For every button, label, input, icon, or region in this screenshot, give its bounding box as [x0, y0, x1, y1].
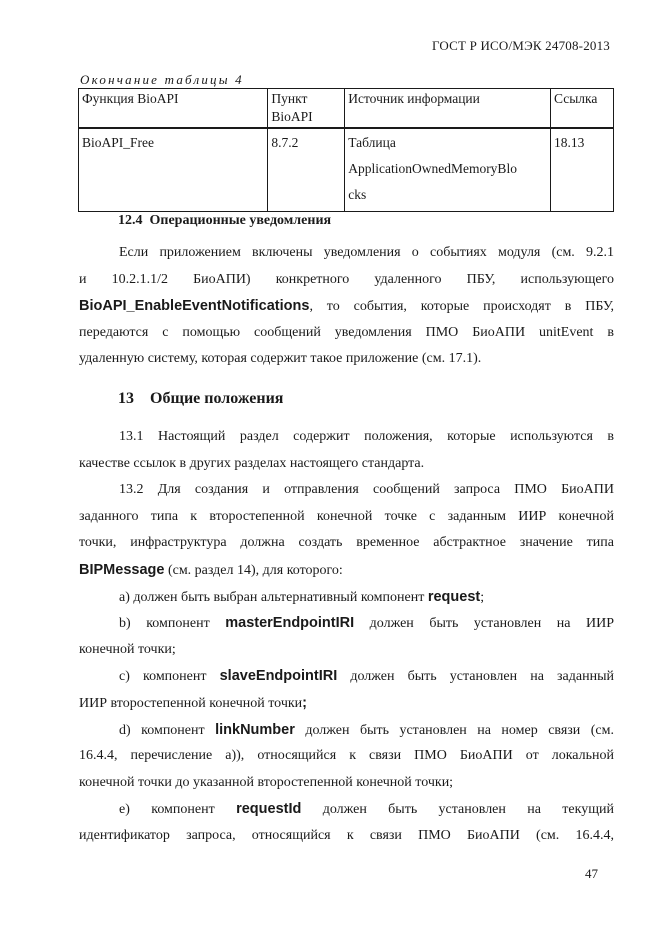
list-text: должен быть установлен на текущий [301, 802, 614, 818]
list-text: с) компонент [119, 669, 220, 685]
section-13-heading [118, 390, 283, 408]
list-text: b) компонент [119, 616, 226, 632]
para-text: (см. раздел 14), для которого: [164, 562, 343, 578]
list-item-a [79, 584, 614, 611]
table-row [79, 128, 614, 212]
para-line: удаленную систему, которая содержит такое приложение (см. 17.1). [79, 351, 482, 367]
cell-source-l1: Таблица [348, 135, 396, 150]
para-line: заданного типа к второстепенной конечной точке с заданным ИИР конечной [79, 508, 614, 524]
document-header: ГОСТ Р ИСО/МЭК 24708-2013 [431, 38, 610, 53]
para-line: и 10.2.1.1/2 БиоАПИ) конкретного удаленного ПБУ, использующего [79, 271, 614, 287]
para-line: идентификатор запроса, относящийся к связи ПМО БиоАПИ (см. 16.4.4, [79, 827, 614, 843]
header-source: Источник информации [345, 89, 551, 129]
para-line: качестве ссылок в других разделах настоящего стандарта. [79, 455, 425, 471]
section-12-4-paragraph [79, 240, 614, 373]
section-13-number: 13 [118, 390, 134, 407]
cell-ref: 18.13 [551, 128, 614, 212]
para-line [79, 690, 614, 717]
header-function: Функция BioAPI [79, 89, 268, 129]
page-number: 47 [585, 866, 598, 881]
table-caption: Окончание таблицы 4 [80, 72, 244, 87]
list-item-b [79, 610, 614, 637]
cell-source-l3: cks [348, 187, 367, 202]
para-line: 13.2 Для создания и отправления сообщений запроса ПМО БиоАПИ [119, 482, 614, 498]
header-clause-line1: Пункт [271, 91, 308, 106]
cell-source [345, 128, 551, 212]
list-text: d) компонент [119, 722, 216, 738]
section-13-title: Общие положения [150, 390, 284, 407]
code-bipmessage: BIPMessage [79, 561, 165, 578]
list-text: ; [480, 589, 485, 605]
para-text: , то события, которые происходят в ПБУ, [309, 299, 614, 315]
para-line: конечной точки; [79, 641, 176, 657]
cell-source-l2: ApplicationOwnedMemoryBlo [348, 161, 517, 176]
para-line [79, 293, 614, 320]
list-text: е) компонент [119, 802, 237, 818]
list-text: должен быть установлен на ИИР [354, 616, 614, 632]
list-text: должен быть установлен на номер связи (см. [294, 722, 614, 738]
code-slave-endpoint-iri: slaveEndpointIRI [219, 668, 338, 685]
code-request: request [427, 588, 481, 605]
section-12-4-title: Операционные уведомления [149, 213, 332, 228]
list-item-e [79, 796, 614, 823]
para-line: Если приложением включены уведомления о событиях модуля (см. 9.2.1 [119, 245, 614, 260]
cell-clause: 8.7.2 [268, 128, 345, 212]
code-link-number: linkNumber [215, 721, 295, 738]
cell-function: BioAPI_Free [79, 128, 268, 212]
para-line [79, 557, 614, 584]
table-header-row [79, 89, 614, 129]
para-line: конечной точки до указанной второстепенной конечной точки; [79, 774, 454, 790]
list-item-c [79, 663, 614, 690]
code-master-endpoint-iri: masterEndpointIRI [225, 615, 355, 632]
header-ref: Ссылка [551, 89, 614, 129]
list-text: должен быть установлен на заданный [337, 669, 614, 685]
section-12-4-heading [118, 213, 331, 229]
list-item-d [79, 717, 614, 744]
code-request-id: requestId [236, 801, 302, 818]
section-12-4-number: 12.4 [118, 213, 143, 228]
para-line: 16.4.4, перечисление а)), относящийся к связи ПМО БиоАПИ от локальной [79, 748, 614, 764]
header-clause-line2: BioAPI [271, 109, 313, 124]
para-line: 13.1 Настоящий раздел содержит положения, которые используются в [119, 429, 614, 444]
para-line: точки, инфраструктура должна создать временное абстрактное значение типа [79, 535, 614, 551]
header-clause [268, 89, 345, 129]
semicolon: ; [302, 694, 308, 711]
bioapi-table [78, 88, 614, 212]
list-text: а) должен быть выбран альтернативный компонент [119, 589, 428, 605]
para-text: ИИР второстепенной конечной точки [79, 695, 303, 711]
para-line: передаются с помощью сообщений уведомления ПМО БиоАПИ unitEvent в [79, 324, 614, 340]
code-enable-event-notifications: BioAPI_EnableEventNotifications [79, 298, 310, 315]
section-13-body [79, 424, 614, 850]
